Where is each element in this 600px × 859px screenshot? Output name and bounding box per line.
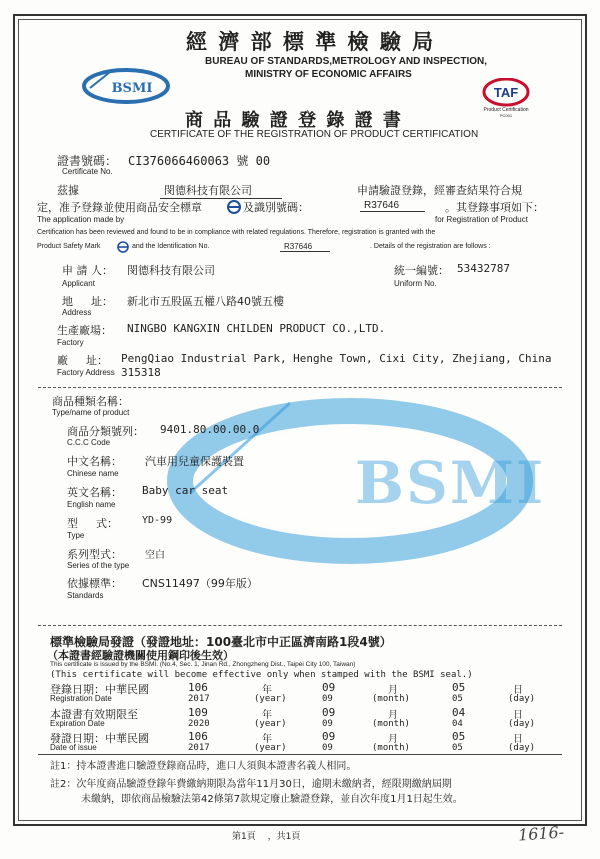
statement-id-no: R37646	[360, 200, 425, 212]
factory-address-value-2: 315318	[121, 366, 161, 379]
note-2b: 未繳納，即依商品檢驗法第42條第7款規定廢止驗證登錄，並自次年度1月1日起生效。	[81, 794, 463, 805]
date-day: 04	[452, 706, 466, 719]
chinese-name-label: 中文名稱：	[67, 455, 122, 468]
date-day: 05	[452, 681, 466, 694]
statement-en-2: Certification has been reviewed and found to be in compliance with related regulations. Therefore, registration is granted with the	[37, 229, 436, 236]
issuer-zh-1: 標準檢驗局發證（發證地址：100臺北市中正區濟南路1段4號）	[50, 635, 392, 649]
page-number: 第1頁 ，共1頁	[232, 832, 301, 842]
statement-zh-d: 及識別號碼：	[243, 201, 309, 214]
statement-en-1b: for Registration of Product	[435, 215, 528, 224]
svg-text:BSMI: BSMI	[111, 81, 153, 96]
factory-address-label-en: Factory Address	[57, 368, 115, 377]
product-safety-mark-icon-small	[116, 241, 130, 253]
date-month: 09	[322, 706, 336, 719]
certificate-title-zh: 商 品 驗 證 登 錄 證 書	[185, 110, 403, 131]
type-label-en: Type	[67, 531, 85, 540]
date-month-en: 09	[322, 743, 333, 753]
statement-en-3a: Product Safety Mark	[37, 243, 101, 250]
watermark-text: BSMI	[355, 449, 546, 517]
note-2a: 註2：次年度商品驗證登錄年費繳納期限為當年11月30日，逾期未繳納者，經限期繳納屆期	[50, 779, 452, 790]
date-label-zh: 發證日期：中華民國	[50, 732, 149, 745]
ministry-name-en-1: BUREAU OF STANDARDS,METROLOGY AND INSPECTION,	[205, 56, 488, 67]
date-month-unit: 月	[388, 734, 398, 745]
date-month-unit: 月	[388, 685, 398, 696]
date-month-unit: 月	[388, 710, 398, 721]
ccc-code-label-en: C.C.C Code	[67, 438, 111, 447]
ministry-name-zh: 經 濟 部 標 準 檢 驗 局	[186, 29, 436, 54]
date-year-unit-en: (year)	[254, 743, 287, 753]
statement-en-1a: The application made by	[37, 215, 125, 224]
date-month-en: 09	[322, 694, 333, 704]
date-year-unit-en: (year)	[254, 694, 287, 704]
english-name-label: 英文名稱：	[67, 486, 122, 499]
date-day-en: 05	[452, 743, 463, 753]
date-day-unit: 日	[513, 710, 523, 721]
divider-3	[38, 754, 562, 755]
date-year-unit-en: (year)	[254, 719, 287, 729]
standards-value: CNS11497（99年版）	[142, 577, 258, 590]
ccc-code-label: 商品分類號列：	[67, 425, 144, 438]
uniform-no-label: 統一編號：	[394, 264, 449, 277]
ccc-code-value: 9401.80.00.00.0	[160, 423, 260, 436]
date-year-unit: 年	[262, 734, 272, 745]
date-month-unit-en: (month)	[372, 719, 410, 729]
date-day-unit: 日	[513, 734, 523, 745]
factory-address-value-1: PengQiao Industrial Park, Henghe Town, Cixi City, Zhejiang, China	[121, 352, 552, 365]
statement-en-3d: . Details of the registration are follows :	[370, 243, 491, 250]
date-roc-year: 109	[188, 706, 208, 719]
date-month-en: 09	[322, 719, 333, 729]
factory-label: 生產廠場：	[57, 324, 112, 337]
date-label-en: Date of issue	[50, 743, 97, 752]
date-ad-year: 2017	[188, 743, 210, 753]
date-ad-year: 2017	[188, 694, 210, 704]
chinese-name-value: 汽車用兒童保護裝置	[145, 455, 244, 468]
svg-text:PC001: PC001	[499, 113, 513, 118]
date-month: 09	[322, 681, 336, 694]
date-month: 09	[322, 730, 336, 743]
cert-no-label: 證書號碼：	[57, 154, 118, 168]
address-label: 地 址：	[62, 295, 113, 308]
type-label: 型 式：	[67, 517, 118, 530]
series-label: 系列型式：	[67, 548, 122, 561]
uniform-no-label-en: Uniform No.	[394, 279, 437, 288]
svg-text:TAF: TAF	[493, 85, 519, 100]
date-roc-year: 106	[188, 681, 208, 694]
date-day-unit-en: (day)	[508, 743, 536, 753]
svg-text:Product Certification: Product Certification	[483, 107, 529, 113]
english-name-label-en: English name	[67, 500, 116, 509]
statement-zh-b: 申請驗證登錄，經審查結果符合規	[357, 184, 522, 197]
address-label-en: Address	[62, 308, 92, 317]
statement-en-3c: R37646	[280, 242, 330, 252]
bsmi-logo	[80, 66, 172, 106]
series-value: 空白	[145, 550, 165, 561]
note-1: 註1：持本證書進口驗證登錄商品時，進口人須與本證書名義人相同。	[50, 761, 357, 772]
divider-1	[38, 387, 562, 388]
date-label-en: Registration Date	[50, 694, 112, 703]
statement-zh-c: 定，准予登錄並使用商品安全標章	[37, 201, 202, 214]
chinese-name-label-en: Chinese name	[67, 469, 119, 478]
date-month-unit-en: (month)	[372, 694, 410, 704]
factory-address-label: 廠 址：	[57, 354, 108, 367]
issuer-en-1: This certificate is issued by the BSMI. (No.4, Sec. 1, Jinan Rd., Zhongzheng Dist., Taipei City 100, Taiwan)	[50, 661, 356, 668]
english-name-value: Baby car seat	[142, 484, 229, 497]
taf-logo	[478, 78, 534, 120]
cert-no-value: CI376066460063 號 00	[128, 154, 271, 168]
factory-label-en: Factory	[57, 338, 84, 347]
statement-zh-a: 茲據	[57, 184, 79, 197]
type-value: YD-99	[142, 515, 173, 526]
issuer-en-2: (This certificate will become effective only when stamped with the BSMI seal.)	[50, 670, 473, 680]
product-type-label-en: Type/name of product	[52, 408, 130, 417]
statement-zh-e: 。其登錄事項如下：	[445, 201, 544, 214]
issuer-zh-2: （本證書經驗證機關使用鋼印後生效）	[47, 649, 234, 662]
applicant-label-en: Applicant	[62, 279, 95, 288]
applicant-label: 申 請 人：	[62, 264, 113, 277]
statement-company: 閔德科技有限公司	[160, 182, 282, 199]
date-day-en: 04	[452, 719, 463, 729]
date-day: 05	[452, 730, 466, 743]
certificate-title-en: CERTIFICATE OF THE REGISTRATION OF PRODUCT CERTIFICATION	[150, 129, 479, 140]
date-day-unit: 日	[513, 685, 523, 696]
date-day-unit-en: (day)	[508, 719, 536, 729]
date-day-en: 05	[452, 694, 463, 704]
date-label-zh: 登錄日期：中華民國	[50, 683, 149, 696]
cert-no-label-en: Certificate No.	[62, 167, 113, 176]
ministry-name-en-2: MINISTRY OF ECONOMIC AFFAIRS	[245, 69, 412, 80]
standards-label-en: Standards	[67, 591, 104, 600]
date-ad-year: 2020	[188, 719, 210, 729]
date-roc-year: 106	[188, 730, 208, 743]
date-day-unit-en: (day)	[508, 694, 536, 704]
standards-label: 依據標準：	[67, 577, 122, 590]
address-value: 新北市五股區五權八路40號五樓	[127, 295, 284, 308]
date-label-zh: 本證書有效期限至	[50, 708, 138, 721]
uniform-no-value: 53432787	[457, 262, 510, 275]
divider-2	[38, 625, 562, 626]
date-month-unit-en: (month)	[372, 743, 410, 753]
product-type-label: 商品種類名稱：	[52, 395, 129, 408]
product-safety-mark-icon	[226, 200, 242, 214]
date-year-unit: 年	[262, 710, 272, 721]
series-label-en: Series of the type	[67, 561, 130, 570]
factory-value: NINGBO KANGXIN CHILDEN PRODUCT CO.,LTD.	[127, 322, 386, 335]
statement-en-3b: and the Identification No.	[132, 243, 210, 250]
handwritten-number: 1616-	[517, 822, 565, 845]
applicant-value: 閔德科技有限公司	[127, 264, 215, 277]
date-label-en: Expiration Date	[50, 719, 105, 728]
bsmi-watermark	[150, 393, 560, 568]
date-year-unit: 年	[262, 685, 272, 696]
